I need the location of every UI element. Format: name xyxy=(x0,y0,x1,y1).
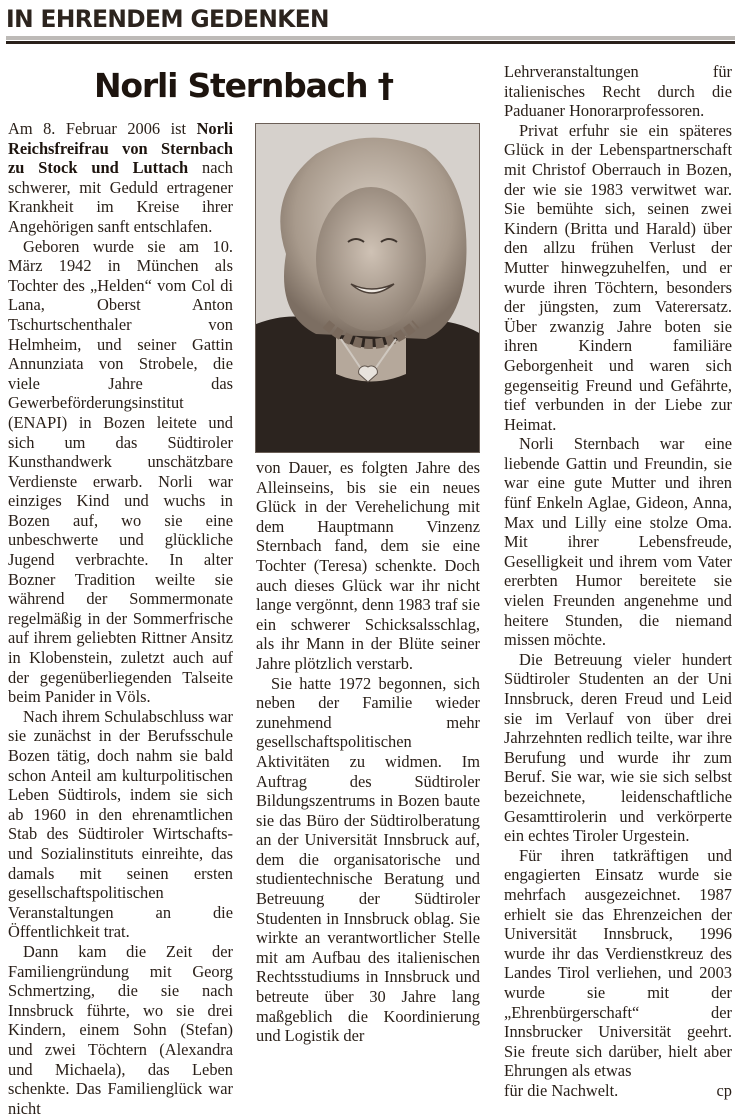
portrait-photo-icon xyxy=(256,124,480,453)
paragraph: Privat erfuhr sie ein späteres Glück in der Lebenspartnerschaft mit Christof Oberrauch in Bozen, der wie sie 1983 verwitwet war. Sie bemühte sich, seinen zwei Kindern (Britta und Harald) über den allzu frühen Verlust der Mutter hinwegzuhelfen, und er wurde ihren Töchtern, besonders der jüngsten, zum Vaterersatz. Über zwanzig Jahre boten sie ihren Kindern familiäre Geborgenheit und waren sich gegenseitig Freund und Gefährte, tief verbunden in der Liebe zur Heimat. xyxy=(504,120,732,434)
rubric-rule-dark xyxy=(6,41,735,44)
portrait-photo xyxy=(255,123,480,453)
cross-icon: † xyxy=(377,66,393,105)
intro-rest: nach schwerer, mit Geduld ertragener Krankheit im Kreise ihrer Angehörigen sanft entschlafen. xyxy=(8,158,233,236)
paragraph: Norli Sternbach war eine liebende Gattin und Freundin, sie war eine gute Mutter und ihren fünf Enkeln Aglae, Gideon, Anna, Max und Lilly eine stolze Oma. Mit ihrer Lebensfreude, Geselligkeit und ihrem vom Vater ererbten Humor bereitete sie vielen Freunden angenehme und heitere Stunden, die niemand missen möchte. xyxy=(504,434,732,650)
paragraph: von Dauer, es folgten Jahre des Alleinseins, bis sie ein neues Glück in der Verehelichung mit dem Hauptmann Vinzenz Sternbach fand, dem sie eine Tochter (Teresa) schenkte. Doch auch dieses Glück war ihr nicht lange vergönnt, denn 1983 traf sie ein schwerer Schicksalsschlag, als ihr Mann in der Blüte seiner Jahre plötzlich verstarb. xyxy=(256,458,480,673)
rubric-rule-gray xyxy=(6,36,735,40)
closing-line xyxy=(504,1081,732,1101)
author-initials: cp xyxy=(716,1080,732,1100)
headline-name: Norli Sternbach xyxy=(94,66,368,105)
deceased-full-name: Norli Reichsfreifrau von Sternbach zu Stock und Luttach xyxy=(8,119,233,178)
section-rubric: IN EHRENDEM GEDENKEN xyxy=(6,5,329,33)
paragraph: Sie hatte 1972 begonnen, sich neben der Familie wieder zunehmend mehr gesellschaftspolitischen Aktivitäten zu widmen. Im Auftrag des Südtiroler Bildungszentrums in Bozen baute sie das Büro der Südtirolberatung an der Universität Innsbruck auf, dem die organisatorische und studientechnische Beratung und Betreuung der Südtiroler Studenten in Innsbruck oblag. Sie wirkte an verantwortlicher Stelle mit am Aufbau des italienischen Rechtsstudiums in Innsbruck und betreute über 30 Jahre lang maßgeblich die Koordinierung und Logistik der xyxy=(256,673,480,1046)
article-column-3 xyxy=(504,62,732,1100)
article-column-1 xyxy=(8,119,233,1118)
paragraph: Für ihren tatkräftigen und engagierten Einsatz wurde sie mehrfach ausgezeichnet. 1987 erhielt sie das Ehrenzeichen der Universität Innsbruck, 1996 wurde ihr das Verdienstkreuz des Landes Tirol verliehen, und 2003 wurde sie mit der „Ehrenbürgerschaft“ der Innsbrucker Universität geehrt. Sie freute sich darüber, hielt aber Ehrungen als etwas xyxy=(504,845,732,1081)
paragraph: Dann kam die Zeit der Familiengründung mit Georg Schmertzing, die sie nach Innsbruck führte, wo sie drei Kindern, einem Sohn (Stefan) und zwei Töchtern (Alexandra und Michaela), das Leben schenkte. Das Familienglück war nicht xyxy=(8,941,233,1118)
paragraph: Lehrveranstaltungen für italienisches Recht durch die Paduaner Honorarprofessoren. xyxy=(504,62,732,121)
article-headline xyxy=(94,64,393,108)
intro-lead: Am 8. Februar 2006 ist xyxy=(8,119,197,138)
paragraph: Nach ihrem Schulabschluss war sie zunächst in der Berufsschule Bozen tätig, doch nahm sie bald schon Anteil am kulturpolitischen Leben Südtirols, indem sie sich ab 1960 in den ehrenamtlichen Stab des Südtiroler Wirtschafts- und Sozialinstituts einreihte, das damals mit seinen ersten gesellschaftspolitischen Veranstaltungen an die Öffentlichkeit trat. xyxy=(8,706,233,942)
paragraph-intro xyxy=(8,119,233,237)
article-column-2 xyxy=(256,458,480,1046)
paragraph: Geboren wurde sie am 10. März 1942 in München als Tochter des „Helden“ vom Col di Lana, Oberst Anton Tschurtschenthaler von Helmheim, und seiner Gattin Annunziata von Strobele, die viele Jahre das Gewerbeförderungsinstitut (ENAPI) in Bozen leitete und sich um das Südtiroler Kunsthandwerk unschätzbare Verdienste erwarb. Norli war einziges Kind und wuchs in Bozen auf, wo sie eine unbeschwerte und glückliche Jugend verbrachte. In alter Bozner Tradition weilte sie während der Sommermonate regelmäßig in der Sommerfrische auf ihrem geliebten Rittner Ansitz in Klobenstein, zuletzt auch auf der gegenüberliegenden Talseite beim Panider in Völs. xyxy=(8,236,233,707)
paragraph: Die Betreuung vieler hundert Südtiroler Studenten an der Uni Innsbruck, deren Freud und Leid sie im Verlauf von über drei Jahrzehnten redlich teilte, war ihre Berufung und wurde ihr zum Beruf. Sie war, wie sie sich selbst bezeichnete, leidenschaftliche Gesamttirolerin und verkörperte ein echtes Tiroler Urgestein. xyxy=(504,649,732,846)
closing-text: für die Nachwelt. xyxy=(504,1080,619,1100)
